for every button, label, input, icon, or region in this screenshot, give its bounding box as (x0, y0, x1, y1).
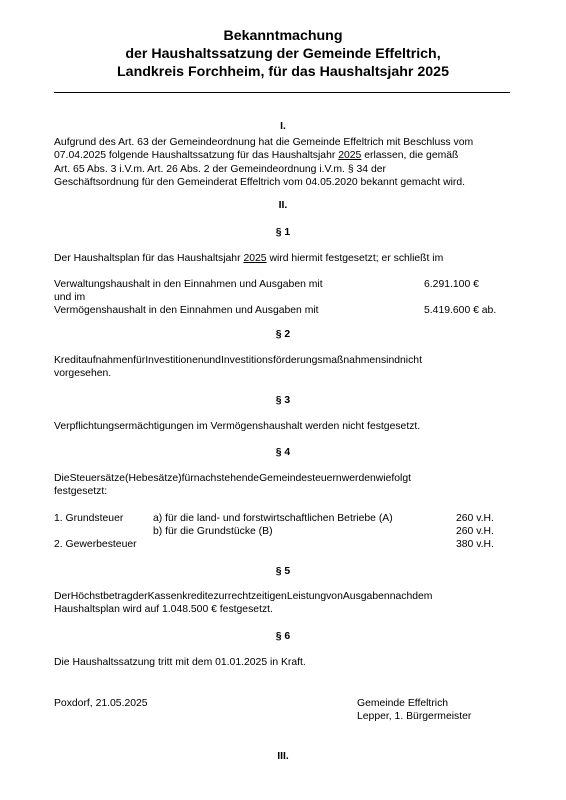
p6-line-1: Die Haushaltssatzung tritt mit dem 01.01.2025 in Kraft. (54, 657, 306, 668)
paragraph-heading-2: § 2 (275, 329, 291, 340)
title-divider (54, 92, 510, 93)
paragraph-heading-3: § 3 (275, 395, 291, 406)
p1-und-im: und im (54, 292, 86, 303)
p4-grundsteuer-b-rate: 260 v.H. (456, 526, 494, 537)
section-I-paragraph (54, 136, 512, 190)
section-heading-I: I. (280, 121, 286, 132)
section-I-line-3: Art. 65 Abs. 3 i.V.m. Art. 26 Abs. 2 der Gemeindeordnung i.V.m. § 34 der (54, 163, 386, 175)
document-title (54, 27, 512, 81)
p2-paragraph (54, 354, 512, 381)
p1-vermoegenshaushalt-label: Vermögenshaushalt in den Einnahmen und Ausgaben mit (54, 305, 319, 316)
p5-line-1: DerHöchstbetragderKassenkreditezurrechtzeitigenLeistungvonAusgabennachdem (54, 591, 433, 602)
signature-place-date: Poxdorf, 21.05.2025 (54, 698, 148, 709)
p4-grundsteuer-b-label: b) für die Grundstücke (B) (153, 526, 273, 537)
section-heading-II: II. (278, 200, 288, 211)
title-line-3: Landkreis Forchheim, für das Haushaltsjahr 2025 (117, 64, 449, 80)
title-line-2: der Haushaltssatzung der Gemeinde Effeltrich, (125, 46, 441, 62)
paragraph-heading-6: § 6 (275, 631, 291, 642)
signature-signer: Lepper, 1. Bürgermeister (357, 711, 472, 722)
p1-intro: Der Haushaltsplan für das Haushaltsjahr 2025 wird hiermit festgesetzt; er schließt im (54, 253, 444, 264)
p1-verwaltungshaushalt-label: Verwaltungshaushalt in den Einnahmen und Ausgaben mit (54, 279, 323, 290)
paragraph-heading-4: § 4 (275, 447, 291, 458)
year-underlined: 2025 (338, 150, 362, 162)
section-I-line-1: Aufgrund des Art. 63 der Gemeindeordnung hat die Gemeinde Effeltrich mit Beschluss vom (54, 137, 474, 148)
section-I-line-4: Geschäftsordnung für den Gemeinderat Effeltrich vom 04.05.2020 bekannt gemacht wird. (54, 177, 466, 189)
section-I-line-2: 07.04.2025 folgende Haushaltssatzung für das Haushaltsjahr 2025 erlassen, die gemäß (54, 150, 459, 162)
paragraph-heading-1: § 1 (275, 227, 291, 238)
p3-line-1: Verpflichtungsermächtigungen im Vermögenshaushalt werden nicht festgesetzt. (54, 421, 421, 432)
p1-vermoegenshaushalt-amount: 5.419.600 € ab. (424, 305, 497, 316)
p2-line-1: KreditaufnahmenfürInvestitionenundInvestitionsförderungsmaßnahmensindnicht (54, 355, 422, 366)
p5-paragraph (54, 590, 512, 617)
p4-gewerbesteuer-rate: 380 v.H. (456, 539, 494, 550)
p4-gewerbesteuer-label: 2. Gewerbesteuer (54, 539, 137, 550)
p1-verwaltungshaushalt-amount: 6.291.100 € (424, 279, 479, 290)
section-heading-III: III. (277, 751, 289, 762)
year-underlined: 2025 (243, 253, 267, 264)
p5-line-2: Haushaltsplan wird auf 1.048.500 € festgesetzt. (54, 604, 273, 616)
p4-paragraph (54, 472, 512, 499)
p4-grundsteuer-a-rate: 260 v.H. (456, 513, 494, 524)
signature-organization: Gemeinde Effeltrich (357, 698, 449, 709)
p4-grundsteuer-a-label: a) für die land- und forstwirtschaftlichen Betriebe (A) (153, 513, 393, 524)
paragraph-heading-5: § 5 (275, 566, 291, 577)
p4-line-1: DieSteuersätze(Hebesätze)fürnachstehendeGemeindesteuernwerdenwiefolgt (54, 473, 412, 484)
title-line-1: Bekanntmachung (223, 28, 343, 44)
p2-line-2: vorgesehen. (54, 368, 112, 380)
p4-grundsteuer-label: 1. Grundsteuer (54, 513, 124, 524)
p4-line-2: festgesetzt: (54, 486, 108, 498)
